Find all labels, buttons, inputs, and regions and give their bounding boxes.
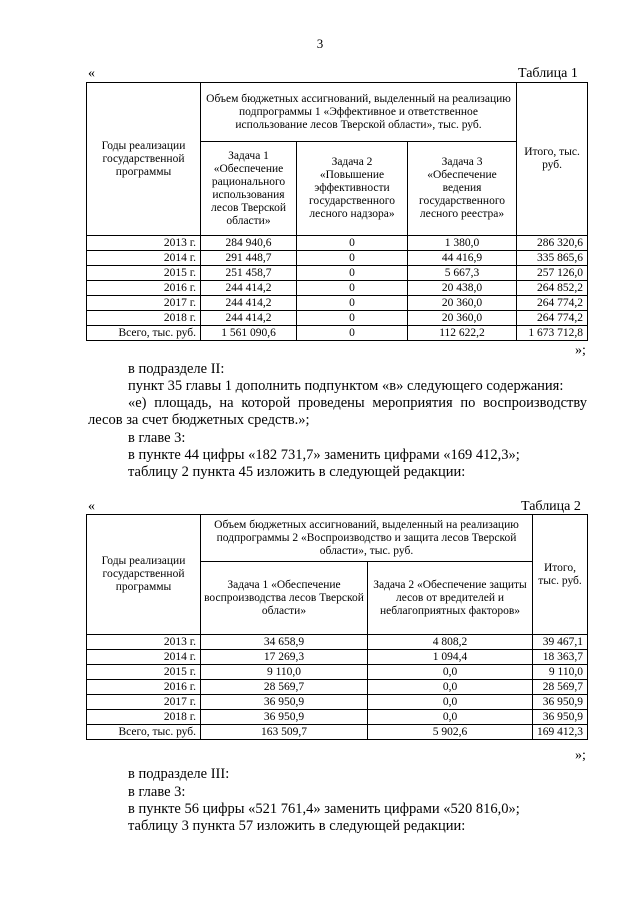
table1-cell-t1: 244 414,2 <box>201 281 297 296</box>
table1-cell-year: 2016 г. <box>87 281 201 296</box>
table1 <box>86 82 588 341</box>
table2-cell-year: Всего, тыс. руб. <box>87 725 201 740</box>
table1-header-group: Объем бюджетных ассигнований, выделенный на реализацию подпрограммы 1 «Эффективное и ответственное использование лесов Тверской области», тыс. руб. <box>201 83 517 142</box>
section2-heading: в подразделе II: <box>128 361 225 377</box>
table2-cell-total: 18 363,7 <box>533 650 588 665</box>
table2-title: Таблица 2 <box>521 499 581 514</box>
section2-para-1: пункт 35 главы 1 дополнить подпунктом «в» следующего содержания: <box>128 378 564 394</box>
table2-cell-t1: 36 950,9 <box>201 710 368 725</box>
table2-cell-t1: 17 269,3 <box>201 650 368 665</box>
table2-header-task1: Задача 1 «Обеспечение воспроизводства лесов Тверской области» <box>201 562 368 635</box>
table1-cell-t3: 112 622,2 <box>408 326 517 341</box>
table2-header-years: Годы реализации государственной программы <box>87 515 201 635</box>
table1-cell-total: 1 673 712,8 <box>517 326 588 341</box>
table1-row <box>87 326 588 341</box>
table1-cell-t2: 0 <box>297 251 408 266</box>
table2-cell-year: 2018 г. <box>87 710 201 725</box>
table2-cell-t1: 28 569,7 <box>201 680 368 695</box>
table2-cell-total: 9 110,0 <box>533 665 588 680</box>
table2-cell-year: 2015 г. <box>87 665 201 680</box>
table1-cell-t1: 1 561 090,6 <box>201 326 297 341</box>
table1-cell-year: 2014 г. <box>87 251 201 266</box>
table1-cell-t3: 20 438,0 <box>408 281 517 296</box>
table1-cell-total: 286 320,6 <box>517 236 588 251</box>
section2-para-4: в пункте 44 цифры «182 731,7» заменить цифрами «169 412,3»; <box>128 447 520 463</box>
table2-cell-year: 2014 г. <box>87 650 201 665</box>
table1-cell-t3: 1 380,0 <box>408 236 517 251</box>
page-number: 3 <box>316 36 324 51</box>
table1-cell-t2: 0 <box>297 236 408 251</box>
table1-cell-t1: 244 414,2 <box>201 296 297 311</box>
table1-row <box>87 236 588 251</box>
table2-cell-year: 2016 г. <box>87 680 201 695</box>
section3-para-2: в пункте 56 цифры «521 761,4» заменить цифрами «520 816,0»; <box>128 801 520 817</box>
table2-cell-t2: 5 902,6 <box>368 725 533 740</box>
table2 <box>86 514 588 740</box>
table1-cell-year: 2013 г. <box>87 236 201 251</box>
table1-cell-t1: 291 448,7 <box>201 251 297 266</box>
table1-row <box>87 281 588 296</box>
table2-cell-t2: 0,0 <box>368 665 533 680</box>
table1-cell-total: 257 126,0 <box>517 266 588 281</box>
table2-cell-total: 36 950,9 <box>533 695 588 710</box>
table1-cell-t2: 0 <box>297 281 408 296</box>
table2-cell-year: 2013 г. <box>87 635 201 650</box>
table2-cell-t2: 0,0 <box>368 695 533 710</box>
table2-cell-t1: 163 509,7 <box>201 725 368 740</box>
table1-cell-t3: 20 360,0 <box>408 311 517 326</box>
table1-cell-total: 264 774,2 <box>517 296 588 311</box>
table1-header-total: Итого, тыс. руб. <box>517 83 588 236</box>
table2-row <box>87 665 588 680</box>
table1-header <box>87 83 588 236</box>
table1-body <box>87 236 588 341</box>
table1-row <box>87 251 588 266</box>
table2-close-quote: »; <box>575 748 586 763</box>
section2-para-3: в главе 3: <box>128 430 186 446</box>
table2-header-group: Объем бюджетных ассигнований, выделенный на реализацию подпрограммы 2 «Воспроизводство и защита лесов Тверской области», тыс. руб. <box>201 515 533 562</box>
table2-row <box>87 710 588 725</box>
table2-cell-t2: 4 808,2 <box>368 635 533 650</box>
table2-cell-t2: 0,0 <box>368 680 533 695</box>
table2-row <box>87 680 588 695</box>
table1-cell-t2: 0 <box>297 266 408 281</box>
table1-cell-year: 2017 г. <box>87 296 201 311</box>
table2-row <box>87 725 588 740</box>
table2-cell-year: 2017 г. <box>87 695 201 710</box>
section2-para-2a: «е) площадь, на которой проведены мероприятия по воспроизводству <box>128 395 587 411</box>
table2-header-total: Итого, тыс. руб. <box>533 515 588 635</box>
table1-cell-t3: 44 416,9 <box>408 251 517 266</box>
table2-cell-total: 169 412,3 <box>533 725 588 740</box>
table1-cell-t2: 0 <box>297 311 408 326</box>
table1-header-task1: Задача 1 «Обеспечение рационального использования лесов Тверской области» <box>201 142 297 236</box>
table2-row <box>87 695 588 710</box>
table1-open-quote: « <box>88 66 95 81</box>
table1-cell-year: 2018 г. <box>87 311 201 326</box>
table1-cell-t2: 0 <box>297 296 408 311</box>
table2-cell-t1: 9 110,0 <box>201 665 368 680</box>
table1-cell-year: 2015 г. <box>87 266 201 281</box>
table1-row <box>87 266 588 281</box>
table1-cell-t1: 284 940,6 <box>201 236 297 251</box>
table2-row <box>87 635 588 650</box>
table1-cell-t2: 0 <box>297 326 408 341</box>
table1-cell-total: 264 774,2 <box>517 311 588 326</box>
table1-cell-t1: 244 414,2 <box>201 311 297 326</box>
table2-cell-t1: 34 658,9 <box>201 635 368 650</box>
table1-cell-t1: 251 458,7 <box>201 266 297 281</box>
table1-row <box>87 311 588 326</box>
table1-cell-t3: 20 360,0 <box>408 296 517 311</box>
table2-cell-t1: 36 950,9 <box>201 695 368 710</box>
table1-close-quote: »; <box>575 343 586 358</box>
table1-cell-t3: 5 667,3 <box>408 266 517 281</box>
table1-cell-total: 264 852,2 <box>517 281 588 296</box>
table1-row <box>87 296 588 311</box>
table1-cell-total: 335 865,6 <box>517 251 588 266</box>
table2-row <box>87 650 588 665</box>
table2-cell-t2: 0,0 <box>368 710 533 725</box>
section3-para-1: в главе 3: <box>128 784 186 800</box>
section2-para-5: таблицу 2 пункта 45 изложить в следующей редакции: <box>128 464 466 480</box>
section2-para-2b: лесов за счет бюджетных средств.»; <box>88 412 310 428</box>
table1-header-task2: Задача 2 «Повышение эффективности государственного лесного надзора» <box>297 142 408 236</box>
table1-header-years: Годы реализации государственной программы <box>87 83 201 236</box>
table2-header-task2: Задача 2 «Обеспечение защиты лесов от вредителей и неблагоприятных факторов» <box>368 562 533 635</box>
table2-body <box>87 635 588 740</box>
table2-header <box>87 515 588 635</box>
table2-cell-total: 36 950,9 <box>533 710 588 725</box>
table2-open-quote: « <box>88 499 95 514</box>
section3-heading: в подразделе III: <box>128 766 230 782</box>
table2-cell-total: 28 569,7 <box>533 680 588 695</box>
table1-title: Таблица 1 <box>518 66 578 81</box>
table2-cell-t2: 1 094,4 <box>368 650 533 665</box>
section3-para-3: таблицу 3 пункта 57 изложить в следующей редакции: <box>128 818 466 834</box>
table1-header-task3: Задача 3 «Обеспечение ведения государственного лесного реестра» <box>408 142 517 236</box>
table1-cell-year: Всего, тыс. руб. <box>87 326 201 341</box>
table2-cell-total: 39 467,1 <box>533 635 588 650</box>
